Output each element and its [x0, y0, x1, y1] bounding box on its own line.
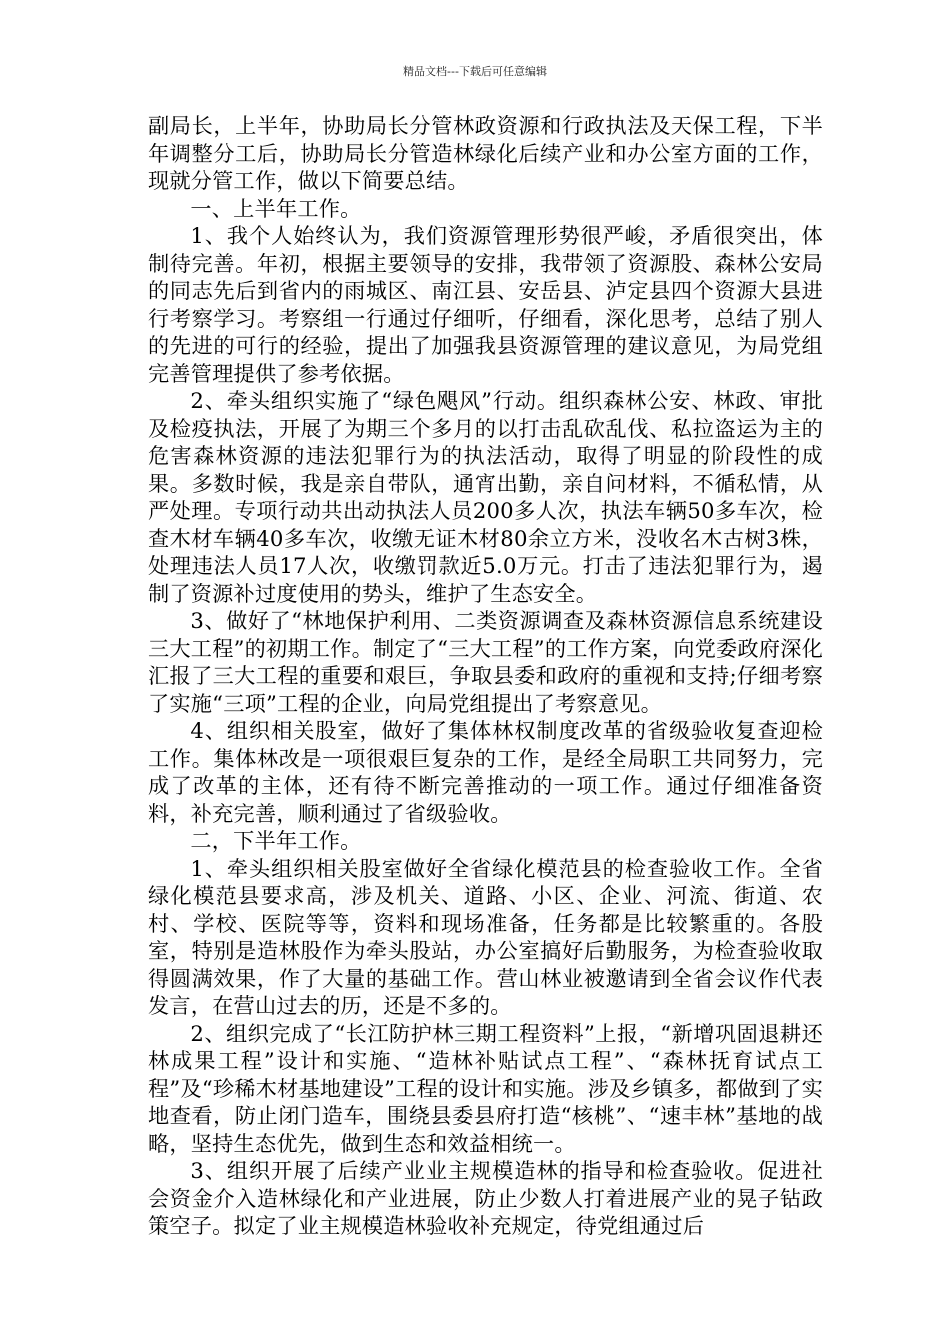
section-heading-second-half: 二，下半年工作。	[190, 828, 362, 853]
paragraph-item-6: 2、组织完成了“长江防护林三期工程资料”上报，“新增巩固退耕还林成果工程”设计和实施、“造林补贴试点工程”、“森林抚育试点工程”及“珍稀木材基地建设”工程的设计和实施。涉及乡镇多，都做到了实地查看，防止闭门造车，围绕县委县府打造“核桃”、“速丰林”基地的战略，坚持生态优先，做到生态和效益相统一。	[148, 1020, 823, 1156]
paragraph-item-4: 4、组织相关股室，做好了集体林权制度改革的省级验收复查迎检工作。集体林改是一项很艰巨复杂的工作，是经全局职工共同努力，完成了改革的主体，还有待不断完善推动的一项工作。通过仔细准备资料，补充完善，顺利通过了省级验收。	[148, 718, 823, 826]
paragraph-intro: 副局长，上半年，协助局长分管林政资源和行政执法及天保工程，下半年调整分工后，协助局长分管造林绿化后续产业和办公室方面的工作，现就分管工作，做以下简要总结。	[148, 113, 823, 193]
page-header: 精品文档---下载后可任意编辑	[403, 65, 547, 78]
paragraph-item-2: 2、牵头组织实施了“绿色飓风”行动。组织森林公安、林政、审批及检疫执法，开展了为期三个多月的以打击乱砍乱伐、私拉盗运为主的危害森林资源的违法犯罪行为的执法活动，取得了明显的阶段性的成果。多数时候，我是亲自带队，通宵出勤，亲自问材料，不循私情，从严处理。专项行动共出动执法人员200多人次，执法车辆50多车次，检查木材车辆40多车次，收缴无证木材80余立方米，没收名木古树3株，处理违法人员17人次，收缴罚款近5.0万元。打击了违法犯罪行为，遏制了资源补过度使用的势头，维护了生态安全。	[148, 388, 823, 606]
section-heading-first-half: 一、上半年工作。	[190, 195, 362, 221]
paragraph-item-7: 3、组织开展了后续产业业主规模造林的指导和检查验收。促进社会资金介入造林绿化和产业进展，防止少数人打着进展产业的晃子钻政策空子。拟定了业主规模造林验收补充规定，待党组通过后	[148, 1158, 823, 1238]
paragraph-item-5: 1、牵头组织相关股室做好全省绿化模范县的检查验收工作。全省绿化模范县要求高，涉及机关、道路、小区、企业、河流、街道、农村、学校、医院等等，资料和现场准备，任务都是比较繁重的。各股室，特别是造林股作为牵头股站，办公室搞好后勤服务，为检查验收取得圆满效果，作了大量的基础工作。营山林业被邀请到全省会议作代表发言，在营山过去的历，还是不多的。	[148, 855, 823, 1018]
paragraph-item-1: 1、我个人始终认为，我们资源管理形势很严峻，矛盾很突出，体制待完善。年初，根据主要领导的安排，我带领了资源股、森林公安局的同志先后到省内的雨城区、南江县、安岳县、泸定县四个资源大县进行考察学习。考察组一行通过仔细听，仔细看，深化思考，总结了别人的先进的可行的经验，提出了加强我县资源管理的建议意见，为局党组完善管理提供了参考依据。	[148, 223, 823, 386]
document-body	[148, 112, 823, 1240]
paragraph-item-3: 3、做好了“林地保护利用、二类资源调查及森林资源信息系统建设三大工程”的初期工作。制定了“三大工程”的工作方案，向党委政府深化汇报了三大工程的重要和艰巨，争取县委和政府的重视和支持;仔细考察了实施“三项”工程的企业，向局党组提出了考察意见。	[148, 608, 823, 716]
